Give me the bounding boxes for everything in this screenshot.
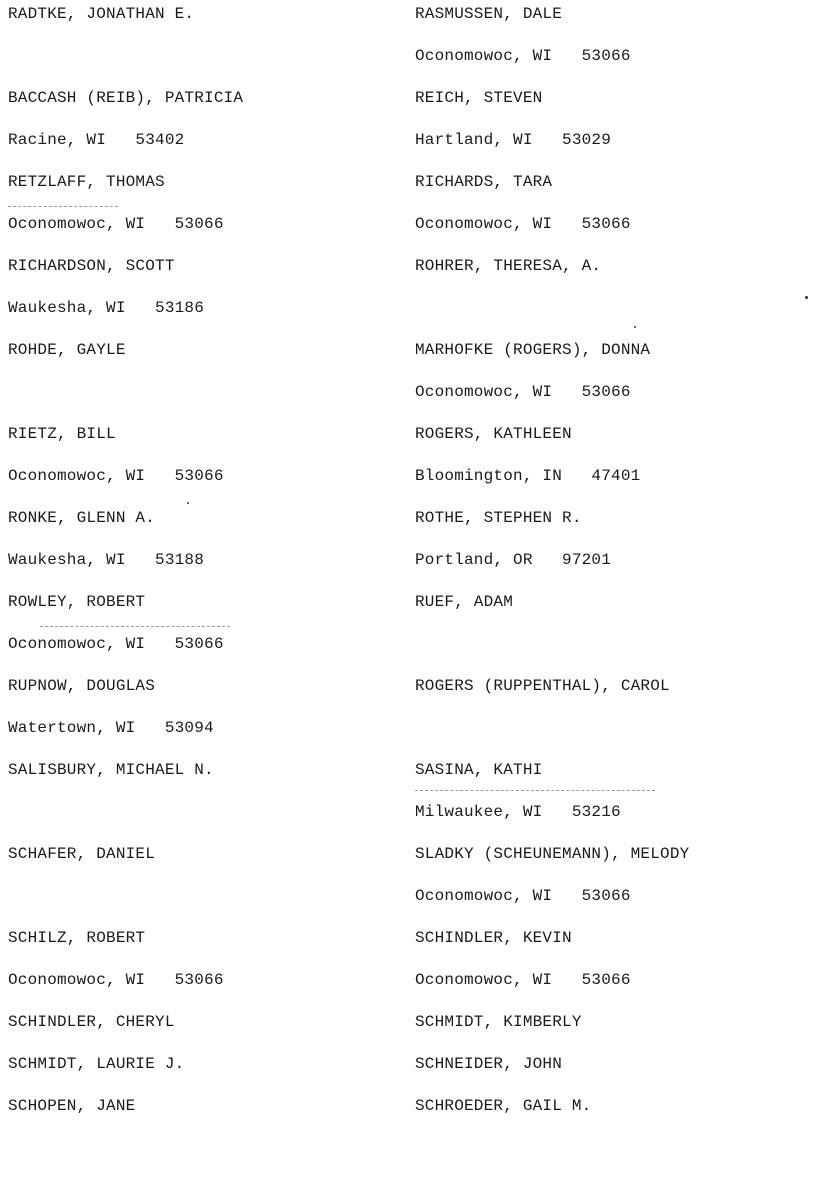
entry-line: Oconomowoc, WI 53066 [8,467,224,485]
entry-line: Oconomowoc, WI 53066 [415,383,631,401]
entry-line: SCHILZ, ROBERT [8,929,146,947]
entry-line: Oconomowoc, WI 53066 [415,215,631,233]
entry-line: ROWLEY, ROBERT [8,593,146,611]
entry-line: Hartland, WI 53029 [415,131,612,149]
entry-line: SCHMIDT, KIMBERLY [415,1013,582,1031]
entry-line: SCHMIDT, LAURIE J. [8,1055,185,1073]
scan-artifact [40,626,230,627]
entry-line: ROHDE, GAYLE [8,341,126,359]
entry-line: RIETZ, BILL [8,425,116,443]
entry-line: MARHOFKE (ROGERS), DONNA [415,341,651,359]
entry-line: BACCASH (REIB), PATRICIA [8,89,244,107]
entry-line: RICHARDSON, SCOTT [8,257,175,275]
entry-line: SALISBURY, MICHAEL N. [8,761,214,779]
entry-line: Oconomowoc, WI 53066 [8,635,224,653]
scan-speck [634,326,636,328]
entry-line: SCHNEIDER, JOHN [415,1055,563,1073]
scan-speck [805,296,808,299]
entry-line: Oconomowoc, WI 53066 [8,971,224,989]
scan-artifact [8,206,118,207]
entry-line: SLADKY (SCHEUNEMANN), MELODY [415,845,690,863]
entry-line: SCHAFER, DANIEL [8,845,156,863]
entry-line: Portland, OR 97201 [415,551,612,569]
entry-line: Oconomowoc, WI 53066 [8,215,224,233]
entry-line: SCHINDLER, CHERYL [8,1013,175,1031]
entry-line: ROHRER, THERESA, A. [415,257,602,275]
entry-line: RUEF, ADAM [415,593,514,611]
entry-line: Oconomowoc, WI 53066 [415,47,631,65]
scan-artifact [415,790,655,791]
entry-line: RADTKE, JONATHAN E. [8,5,195,23]
entry-line: SCHROEDER, GAIL M. [415,1097,592,1115]
entry-line: ROGERS, KATHLEEN [415,425,572,443]
scan-speck [187,502,189,504]
entry-line: RASMUSSEN, DALE [415,5,563,23]
entry-line: RUPNOW, DOUGLAS [8,677,156,695]
entry-line: Oconomowoc, WI 53066 [415,887,631,905]
entry-line: Waukesha, WI 53188 [8,551,205,569]
entry-line: ROGERS (RUPPENTHAL), CAROL [415,677,670,695]
entry-line: Bloomington, IN 47401 [415,467,641,485]
entry-line: SCHINDLER, KEVIN [415,929,572,947]
entry-line: Watertown, WI 53094 [8,719,214,737]
entry-line: Milwaukee, WI 53216 [415,803,621,821]
entry-line: REICH, STEVEN [415,89,543,107]
entry-line: Oconomowoc, WI 53066 [415,971,631,989]
entry-line: RETZLAFF, THOMAS [8,173,165,191]
entry-line: Racine, WI 53402 [8,131,185,149]
entry-line: SCHOPEN, JANE [8,1097,136,1115]
entry-line: SASINA, KATHI [415,761,543,779]
entry-line: RONKE, GLENN A. [8,509,156,527]
entry-line: RICHARDS, TARA [415,173,553,191]
entry-line: Waukesha, WI 53186 [8,299,205,317]
entry-line: ROTHE, STEPHEN R. [415,509,582,527]
